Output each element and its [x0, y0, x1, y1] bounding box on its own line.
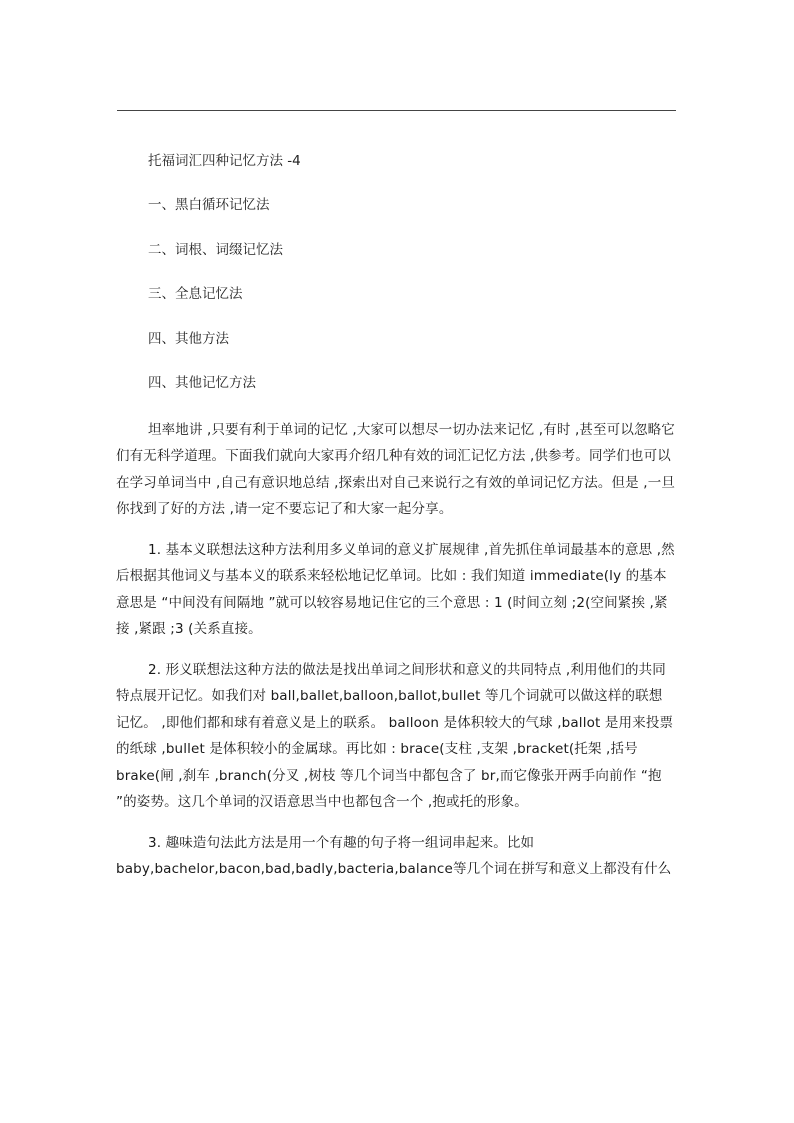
top-horizontal-rule [117, 110, 676, 111]
outline-item-5: 四、其他记忆方法 [148, 375, 256, 391]
method-2-paragraph: 2. 形义联想法这种方法的做法是找出单词之间形状和意义的共同特点 ,利用他们的共同特点展开记忆。如我们对 ball,ballet,balloon,ballot,bullet 等几个词就可以做这样的联想记忆。 ,即他们都和球有着意义是上的联系。 balloon 是体积较大的气球 ,ballot 是用来投票的纸球 ,bullet 是体积较小的金属球。再比如 : brace(支柱 ,支架 ,bracket(托架 ,括号 brake(闸 ,刹车 ,branch(分叉 ,树枝 等几个词当中都包含了 br,而它像张开两手向前作 “抱 ”的姿势。这几个单词的汉语意思当中也都包含一个 ,抱或托的形象。 [116, 661, 674, 810]
method-1-paragraph: 1. 基本义联想法这种方法利用多义单词的意义扩展规律 ,首先抓住单词最基本的意思 ,然后根据其他词义与基本义的联系来轻松地记忆单词。比如 : 我们知道 immediate(ly 的基本意思是 “中间没有间隔地 ”就可以较容易地记住它的三个意思 : 1 (时间立刻 ;2(空间紧挨 ,紧接 ,紧跟 ;3 (关系直接。 [116, 541, 675, 637]
outline-item-1: 一、黑白循环记忆法 [148, 197, 270, 213]
outline-item-3: 三、全息记忆法 [148, 286, 243, 302]
document-body [116, 150, 676, 883]
document-title: 托福词汇四种记忆方法 -4 [148, 153, 301, 169]
outline-item-2: 二、词根、词缀记忆法 [148, 241, 283, 258]
method-3-paragraph: 3. 趣味造句法此方法是用一个有趣的句子将一组词串起来。比如 baby,bachelor,bacon,bad,badly,bacteria,balance等几个词在拼写和意义上都没有什么 [116, 834, 672, 877]
outline-block [116, 150, 676, 394]
outline-item-4: 四、其他方法 [148, 330, 229, 347]
intro-paragraph: 坦率地讲 ,只要有利于单词的记忆 ,大家可以想尽一切办法来记忆 ,有时 ,甚至可以忽略它们有无科学道理。下面我们就向大家再介绍几种有效的词汇记忆方法 ,供参考。同学们也可以在学习单词当中 ,自己有意识地总结 ,探索出对自己来说行之有效的单词记忆方法。但是 ,一旦你找到了好的方法 ,请一定不要忘记了和大家一起分享。 [116, 421, 675, 517]
